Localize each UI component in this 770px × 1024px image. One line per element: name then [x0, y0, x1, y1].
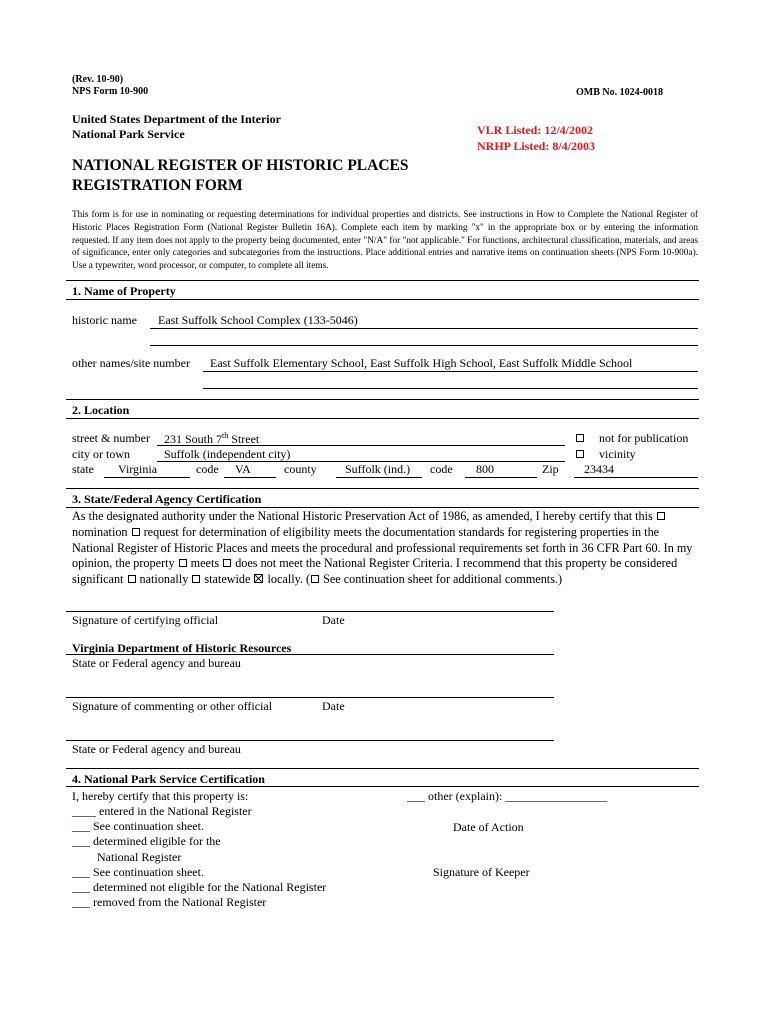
not-for-publication-label: not for publication — [599, 431, 689, 445]
nrhp-listed: NRHP Listed: 8/4/2003 — [477, 139, 596, 153]
section-divider — [66, 418, 699, 419]
department-name: United States Department of the Interior — [72, 112, 281, 126]
historic-name-value[interactable]: East Suffolk School Complex (133-5046) — [158, 313, 358, 327]
not-for-publication-option[interactable] — [575, 431, 585, 446]
cert-line2 — [72, 525, 659, 540]
other-names-label: other names/site number — [72, 356, 190, 370]
checkbox-icon[interactable] — [223, 559, 231, 567]
date-label: Date — [322, 613, 345, 627]
section-divider — [66, 399, 699, 400]
checkbox-icon[interactable] — [576, 450, 584, 458]
date-of-action-label: Date of Action — [453, 820, 524, 834]
vicinity-label: vicinity — [599, 447, 636, 461]
section-divider — [66, 507, 699, 508]
section-divider — [66, 299, 699, 300]
street-label: street & number — [72, 431, 150, 445]
state-code-label: code — [196, 462, 219, 476]
vlr-listed: VLR Listed: 12/4/2002 — [477, 123, 594, 137]
nps-intro: I, hereby certify that this property is: — [72, 789, 249, 803]
street-ordinal: th — [222, 431, 229, 440]
omb-number: OMB No. 1024-0018 — [576, 87, 663, 98]
cert-text: See continuation sheet for additional comments.) — [323, 572, 563, 586]
cert-line1 — [72, 509, 666, 524]
state-label: state — [72, 462, 94, 476]
checkbox-icon[interactable] — [179, 559, 187, 567]
section-divider — [66, 280, 699, 281]
checkbox-icon[interactable] — [128, 575, 136, 583]
signature-line — [66, 654, 554, 655]
nps-other-explain[interactable]: ___ other (explain): _________________ — [407, 789, 608, 803]
cert-text: meets — [190, 556, 220, 570]
rev-label: (Rev. 10-90) — [72, 74, 124, 85]
street-name: Street — [228, 432, 260, 446]
cert-text: As the designated authority under the National Historic Preservation Act of 1986, as amended, I hereby certify that this — [72, 509, 653, 523]
nps-national-register: National Register — [97, 850, 182, 864]
date-label: Date — [322, 699, 345, 713]
section1-heading: 1. Name of Property — [72, 284, 176, 298]
street-number: 231 South 7 — [164, 432, 223, 446]
state-value[interactable]: Virginia — [118, 462, 158, 476]
checkbox-icon[interactable] — [132, 528, 140, 536]
field-underline — [104, 477, 190, 478]
cert-text: locally. ( — [267, 572, 311, 586]
field-underline — [150, 328, 698, 329]
cert-text: statewide — [204, 572, 251, 586]
form-instructions: This form is for use in nominating or requesting determinations for individual properties and districts. See instructions in How to Complete the National Register of Historic Places Registration Form (National Register Bulletin 16A). Complete each item by marking "x" in the appropriate box or by entering the information requested. If any item does not apply to the property being documented, enter "N/A" for "not applicable." For functions, architectural classification, materials, and areas of significance, enter only categories and subcategories from the instructions. Place additional entries and narrative items on continuation sheets (NPS Form 10-900a). Use a typewriter, word processor, or computer, to complete all items. — [72, 210, 698, 272]
vicinity-option[interactable] — [575, 447, 585, 462]
field-underline — [336, 477, 422, 478]
field-underline — [224, 477, 276, 478]
other-names-value[interactable]: East Suffolk Elementary School, East Suffolk High School, East Suffolk Middle School — [210, 356, 633, 370]
state-code-value[interactable]: VA — [235, 462, 251, 476]
cert-text: opinion, the property — [72, 556, 175, 570]
nps-determined-eligible[interactable]: ___ determined eligible for the — [72, 834, 221, 848]
county-value[interactable]: Suffolk (ind.) — [345, 462, 411, 476]
field-underline — [157, 445, 565, 446]
nps-not-eligible[interactable]: ___ determined not eligible for the National Register — [72, 880, 327, 894]
agency-label: State or Federal agency and bureau — [72, 656, 241, 670]
section4-heading: 4. National Park Service Certification — [72, 772, 265, 786]
field-underline — [150, 345, 698, 346]
checkbox-icon[interactable] — [311, 575, 319, 583]
nps-removed[interactable]: ___ removed from the National Register — [72, 895, 267, 909]
section2-heading: 2. Location — [72, 403, 130, 417]
county-code-value[interactable]: 800 — [476, 462, 494, 476]
city-value[interactable]: Suffolk (independent city) — [164, 447, 291, 461]
form-number: NPS Form 10-900 — [72, 86, 149, 97]
signature-keeper-label: Signature of Keeper — [433, 865, 530, 879]
field-underline — [203, 371, 698, 372]
signature-commenting-label: Signature of commenting or other official — [72, 699, 273, 713]
cert-line3: National Register of Historic Places and meets the procedural and professional requirements set forth in 36 CFR Part 60. In my — [72, 541, 693, 555]
checked-checkbox-icon[interactable] — [254, 574, 263, 583]
signature-certifying-label: Signature of certifying official — [72, 613, 219, 627]
checkbox-icon[interactable] — [657, 512, 665, 520]
section3-heading: 3. State/Federal Agency Certification — [72, 492, 262, 506]
field-underline — [574, 477, 698, 478]
nps-see-continuation[interactable]: ___ See continuation sheet. — [72, 819, 204, 833]
service-name: National Park Service — [72, 127, 185, 141]
cert-text: request for determination of eligibility meets the documentation standards for registering properties in the — [143, 525, 660, 539]
field-underline — [203, 388, 698, 389]
cert-text: nationally — [139, 572, 189, 586]
form-title-line1: NATIONAL REGISTER OF HISTORIC PLACES — [72, 157, 409, 174]
signature-line — [66, 697, 554, 698]
signature-line — [66, 611, 554, 612]
cert-text: nomination — [72, 525, 128, 539]
form-title-line2: REGISTRATION FORM — [72, 177, 243, 194]
signature-line — [66, 740, 554, 741]
historic-name-label: historic name — [72, 313, 137, 327]
agency-name[interactable]: Virginia Department of Historic Resources — [72, 641, 292, 655]
checkbox-icon[interactable] — [192, 575, 200, 583]
agency-label: State or Federal agency and bureau — [72, 742, 241, 756]
cert-text: does not meet the National Register Criteria. I recommend that this property be considered — [235, 556, 678, 570]
checkbox-icon[interactable] — [576, 434, 584, 442]
county-code-label: code — [430, 462, 453, 476]
cert-line4 — [72, 556, 677, 571]
city-label: city or town — [72, 447, 130, 461]
cert-line5 — [72, 572, 562, 587]
field-underline — [465, 477, 537, 478]
section-divider — [66, 786, 699, 787]
zip-value[interactable]: 23434 — [584, 462, 614, 476]
zip-label: Zip — [542, 462, 559, 476]
cert-text: significant — [72, 572, 124, 586]
nps-entered[interactable]: ____ entered in the National Register — [72, 804, 252, 818]
nps-see-continuation[interactable]: ___ See continuation sheet. — [72, 865, 204, 879]
section-divider — [66, 488, 699, 489]
section-divider — [66, 768, 699, 769]
county-label: county — [284, 462, 317, 476]
